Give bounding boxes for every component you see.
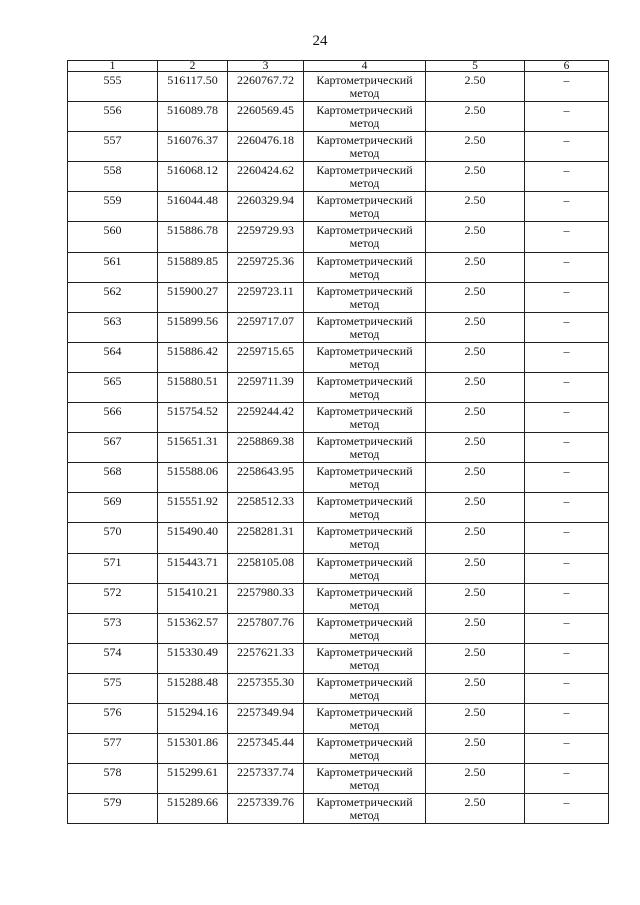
x-coordinate-cell: 515490.40	[158, 523, 228, 553]
note-cell: –	[525, 463, 609, 493]
x-coordinate-cell: 515294.16	[158, 703, 228, 733]
x-coordinate-cell: 516117.50	[158, 72, 228, 102]
accuracy-cell: 2.50	[426, 222, 525, 252]
x-coordinate-cell: 515886.42	[158, 342, 228, 372]
accuracy-cell: 2.50	[426, 433, 525, 463]
table-row	[68, 403, 609, 433]
table-row	[68, 132, 609, 162]
point-number-cell: 577	[68, 734, 158, 764]
note-cell: –	[525, 553, 609, 583]
table-row	[68, 613, 609, 643]
table-row	[68, 463, 609, 493]
column-header: 2	[158, 61, 228, 72]
method-cell: Картометрический метод	[304, 553, 426, 583]
note-cell: –	[525, 192, 609, 222]
method-cell: Картометрический метод	[304, 252, 426, 282]
y-coordinate-cell: 2259717.07	[228, 312, 304, 342]
y-coordinate-cell: 2257621.33	[228, 643, 304, 673]
method-cell: Картометрический метод	[304, 222, 426, 252]
table-row	[68, 222, 609, 252]
accuracy-cell: 2.50	[426, 403, 525, 433]
x-coordinate-cell: 515899.56	[158, 312, 228, 342]
y-coordinate-cell: 2260767.72	[228, 72, 304, 102]
x-coordinate-cell: 515651.31	[158, 433, 228, 463]
accuracy-cell: 2.50	[426, 463, 525, 493]
y-coordinate-cell: 2258643.95	[228, 463, 304, 493]
accuracy-cell: 2.50	[426, 132, 525, 162]
x-coordinate-cell: 516044.48	[158, 192, 228, 222]
y-coordinate-cell: 2257807.76	[228, 613, 304, 643]
note-cell: –	[525, 523, 609, 553]
accuracy-cell: 2.50	[426, 673, 525, 703]
y-coordinate-cell: 2257339.76	[228, 794, 304, 824]
note-cell: –	[525, 102, 609, 132]
accuracy-cell: 2.50	[426, 162, 525, 192]
accuracy-cell: 2.50	[426, 734, 525, 764]
point-number-cell: 562	[68, 282, 158, 312]
x-coordinate-cell: 515551.92	[158, 493, 228, 523]
point-number-cell: 579	[68, 794, 158, 824]
y-coordinate-cell: 2260424.62	[228, 162, 304, 192]
note-cell: –	[525, 583, 609, 613]
note-cell: –	[525, 162, 609, 192]
note-cell: –	[525, 312, 609, 342]
note-cell: –	[525, 72, 609, 102]
table-row	[68, 764, 609, 794]
x-coordinate-cell: 515886.78	[158, 222, 228, 252]
table-row	[68, 493, 609, 523]
method-cell: Картометрический метод	[304, 673, 426, 703]
accuracy-cell: 2.50	[426, 312, 525, 342]
method-cell: Картометрический метод	[304, 312, 426, 342]
accuracy-cell: 2.50	[426, 794, 525, 824]
x-coordinate-cell: 516089.78	[158, 102, 228, 132]
accuracy-cell: 2.50	[426, 643, 525, 673]
method-cell: Картометрический метод	[304, 162, 426, 192]
table-row	[68, 523, 609, 553]
method-cell: Картометрический метод	[304, 794, 426, 824]
note-cell: –	[525, 703, 609, 733]
point-number-cell: 555	[68, 72, 158, 102]
y-coordinate-cell: 2257345.44	[228, 734, 304, 764]
accuracy-cell: 2.50	[426, 553, 525, 583]
column-header: 6	[525, 61, 609, 72]
note-cell: –	[525, 613, 609, 643]
coordinates-table	[67, 60, 609, 824]
point-number-cell: 571	[68, 553, 158, 583]
note-cell: –	[525, 222, 609, 252]
y-coordinate-cell: 2257337.74	[228, 764, 304, 794]
point-number-cell: 573	[68, 613, 158, 643]
table-row	[68, 794, 609, 824]
point-number-cell: 557	[68, 132, 158, 162]
x-coordinate-cell: 515289.66	[158, 794, 228, 824]
x-coordinate-cell: 515301.86	[158, 734, 228, 764]
y-coordinate-cell: 2259244.42	[228, 403, 304, 433]
method-cell: Картометрический метод	[304, 72, 426, 102]
note-cell: –	[525, 403, 609, 433]
accuracy-cell: 2.50	[426, 493, 525, 523]
point-number-cell: 559	[68, 192, 158, 222]
y-coordinate-cell: 2260476.18	[228, 132, 304, 162]
y-coordinate-cell: 2258281.31	[228, 523, 304, 553]
table-row	[68, 734, 609, 764]
method-cell: Картометрический метод	[304, 192, 426, 222]
point-number-cell: 576	[68, 703, 158, 733]
x-coordinate-cell: 515443.71	[158, 553, 228, 583]
point-number-cell: 569	[68, 493, 158, 523]
method-cell: Картометрический метод	[304, 403, 426, 433]
y-coordinate-cell: 2259723.11	[228, 282, 304, 312]
point-number-cell: 563	[68, 312, 158, 342]
accuracy-cell: 2.50	[426, 282, 525, 312]
y-coordinate-cell: 2259729.93	[228, 222, 304, 252]
accuracy-cell: 2.50	[426, 192, 525, 222]
x-coordinate-cell: 515299.61	[158, 764, 228, 794]
note-cell: –	[525, 252, 609, 282]
accuracy-cell: 2.50	[426, 372, 525, 402]
point-number-cell: 560	[68, 222, 158, 252]
column-header: 3	[228, 61, 304, 72]
x-coordinate-cell: 515410.21	[158, 583, 228, 613]
y-coordinate-cell: 2259711.39	[228, 372, 304, 402]
table-row	[68, 673, 609, 703]
table-row	[68, 312, 609, 342]
note-cell: –	[525, 132, 609, 162]
table-row	[68, 583, 609, 613]
y-coordinate-cell: 2260569.45	[228, 102, 304, 132]
note-cell: –	[525, 493, 609, 523]
x-coordinate-cell: 516076.37	[158, 132, 228, 162]
method-cell: Картометрический метод	[304, 613, 426, 643]
method-cell: Картометрический метод	[304, 102, 426, 132]
method-cell: Картометрический метод	[304, 583, 426, 613]
x-coordinate-cell: 515754.52	[158, 403, 228, 433]
method-cell: Картометрический метод	[304, 433, 426, 463]
accuracy-cell: 2.50	[426, 523, 525, 553]
note-cell: –	[525, 282, 609, 312]
column-header: 4	[304, 61, 426, 72]
y-coordinate-cell: 2257980.33	[228, 583, 304, 613]
method-cell: Картометрический метод	[304, 703, 426, 733]
x-coordinate-cell: 515588.06	[158, 463, 228, 493]
note-cell: –	[525, 673, 609, 703]
table-row	[68, 433, 609, 463]
column-header: 5	[426, 61, 525, 72]
table-row	[68, 72, 609, 102]
y-coordinate-cell: 2257349.94	[228, 703, 304, 733]
table-row	[68, 162, 609, 192]
table-row	[68, 282, 609, 312]
note-cell: –	[525, 342, 609, 372]
method-cell: Картометрический метод	[304, 132, 426, 162]
table-body	[68, 72, 609, 824]
point-number-cell: 567	[68, 433, 158, 463]
x-coordinate-cell: 515288.48	[158, 673, 228, 703]
table-row	[68, 252, 609, 282]
note-cell: –	[525, 764, 609, 794]
accuracy-cell: 2.50	[426, 342, 525, 372]
point-number-cell: 564	[68, 342, 158, 372]
note-cell: –	[525, 734, 609, 764]
method-cell: Картометрический метод	[304, 342, 426, 372]
method-cell: Картометрический метод	[304, 463, 426, 493]
y-coordinate-cell: 2258869.38	[228, 433, 304, 463]
method-cell: Картометрический метод	[304, 493, 426, 523]
method-cell: Картометрический метод	[304, 643, 426, 673]
y-coordinate-cell: 2258105.08	[228, 553, 304, 583]
table-row	[68, 372, 609, 402]
method-cell: Картометрический метод	[304, 282, 426, 312]
table-header-row	[68, 61, 609, 72]
method-cell: Картометрический метод	[304, 523, 426, 553]
point-number-cell: 565	[68, 372, 158, 402]
accuracy-cell: 2.50	[426, 613, 525, 643]
x-coordinate-cell: 516068.12	[158, 162, 228, 192]
x-coordinate-cell: 515362.57	[158, 613, 228, 643]
y-coordinate-cell: 2259725.36	[228, 252, 304, 282]
point-number-cell: 575	[68, 673, 158, 703]
point-number-cell: 558	[68, 162, 158, 192]
y-coordinate-cell: 2257355.30	[228, 673, 304, 703]
point-number-cell: 556	[68, 102, 158, 132]
note-cell: –	[525, 794, 609, 824]
accuracy-cell: 2.50	[426, 583, 525, 613]
note-cell: –	[525, 433, 609, 463]
x-coordinate-cell: 515900.27	[158, 282, 228, 312]
y-coordinate-cell: 2259715.65	[228, 342, 304, 372]
x-coordinate-cell: 515330.49	[158, 643, 228, 673]
table-row	[68, 102, 609, 132]
table-row	[68, 192, 609, 222]
table-row	[68, 342, 609, 372]
accuracy-cell: 2.50	[426, 703, 525, 733]
accuracy-cell: 2.50	[426, 764, 525, 794]
point-number-cell: 561	[68, 252, 158, 282]
table-row	[68, 643, 609, 673]
x-coordinate-cell: 515880.51	[158, 372, 228, 402]
point-number-cell: 570	[68, 523, 158, 553]
accuracy-cell: 2.50	[426, 102, 525, 132]
note-cell: –	[525, 643, 609, 673]
method-cell: Картометрический метод	[304, 764, 426, 794]
point-number-cell: 574	[68, 643, 158, 673]
x-coordinate-cell: 515889.85	[158, 252, 228, 282]
method-cell: Картометрический метод	[304, 372, 426, 402]
page-number: 24	[312, 33, 328, 49]
y-coordinate-cell: 2258512.33	[228, 493, 304, 523]
point-number-cell: 568	[68, 463, 158, 493]
y-coordinate-cell: 2260329.94	[228, 192, 304, 222]
point-number-cell: 566	[68, 403, 158, 433]
table-row	[68, 553, 609, 583]
point-number-cell: 572	[68, 583, 158, 613]
accuracy-cell: 2.50	[426, 252, 525, 282]
method-cell: Картометрический метод	[304, 734, 426, 764]
note-cell: –	[525, 372, 609, 402]
column-header: 1	[68, 61, 158, 72]
point-number-cell: 578	[68, 764, 158, 794]
accuracy-cell: 2.50	[426, 72, 525, 102]
table-row	[68, 703, 609, 733]
